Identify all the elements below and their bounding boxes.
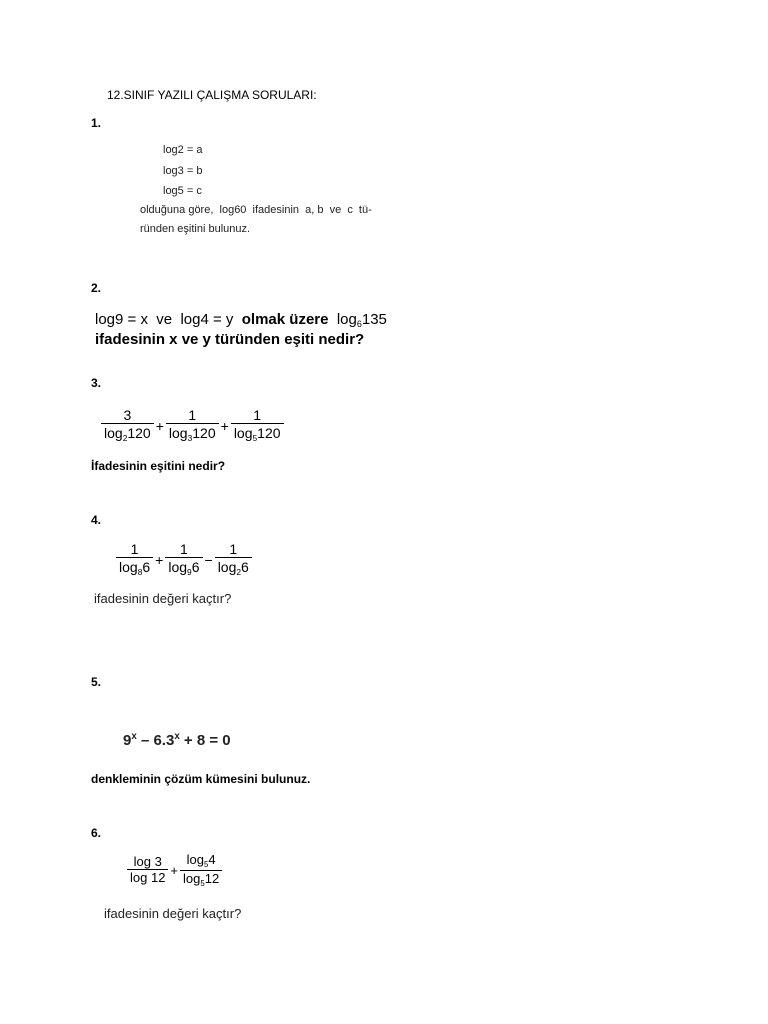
question-3-fraction-1: $\frac{3}{\log_2120}$ <box>101 408 154 444</box>
question-6-fraction-2: $\frac{\log_54}{\log_512}$ <box>180 853 222 889</box>
question-4-expression <box>116 542 252 578</box>
plus-sign: + <box>155 418 164 435</box>
plus-sign: + <box>155 552 164 569</box>
question-6-expression <box>127 853 222 889</box>
question-4-fraction-3: $\frac{1}{\log_26}$ <box>215 542 252 578</box>
question-3-fraction-3: $\frac{1}{\log_5120}$ <box>231 408 284 444</box>
given-log3: log3 = b <box>163 164 203 177</box>
question-2-expression <box>95 311 387 329</box>
question-4-fraction-2: $\frac{1}{\log_96}$ <box>165 542 202 578</box>
question-5-caption: denkleminin çözüm kümesini bulunuz. <box>91 772 311 786</box>
question-6-number: 6. <box>91 826 102 840</box>
given-log2: log2 = a <box>163 144 203 156</box>
question-2-log: $\log_6135$ <box>336 311 387 329</box>
question-2-given: log9 = x ve log4 = y <box>95 311 234 328</box>
given-log5: log5 = c <box>163 185 202 197</box>
minus-sign: − <box>204 552 213 569</box>
question-2-text: ifadesinin x ve y türünden eşiti nedir? <box>95 331 365 348</box>
question-2-olmak: olmak üzere <box>241 311 329 328</box>
plus-sign: + <box>220 418 229 435</box>
question-3-caption: İfadesinin eşitini nedir? <box>91 459 226 473</box>
question-3-expression <box>101 408 284 444</box>
question-1-text-line1: olduğuna göre, log60 ifadesinin a, b ve c tü- <box>140 204 372 216</box>
question-3-number: 3. <box>91 376 102 390</box>
question-3-fraction-2: $\frac{1}{\log_3120}$ <box>166 408 219 444</box>
question-6-fraction-1: $\frac{\log 3}{\log 12}$ <box>127 855 168 886</box>
question-4-caption: ifadesinin değeri kaçtır? <box>94 591 232 606</box>
question-6-caption: ifadesinin değeri kaçtır? <box>104 906 242 921</box>
question-1-number: 1. <box>91 116 102 130</box>
question-1-text-line2: ründen eşitini bulunuz. <box>140 223 251 235</box>
question-4-number: 4. <box>91 513 102 527</box>
question-5-number: 5. <box>91 675 102 689</box>
question-1-givens <box>163 140 202 202</box>
question-1-text <box>140 201 372 239</box>
question-4-fraction-1: $\frac{1}{\log_86}$ <box>116 542 153 578</box>
question-2-number: 2. <box>91 281 102 295</box>
page-title: 12.SINIF YAZILI ÇALIŞMA SORULARI: <box>107 88 317 102</box>
plus-sign: + <box>170 863 179 879</box>
question-5-equation: $9^x - 6.3^x + 8 = 0$ <box>123 731 231 749</box>
